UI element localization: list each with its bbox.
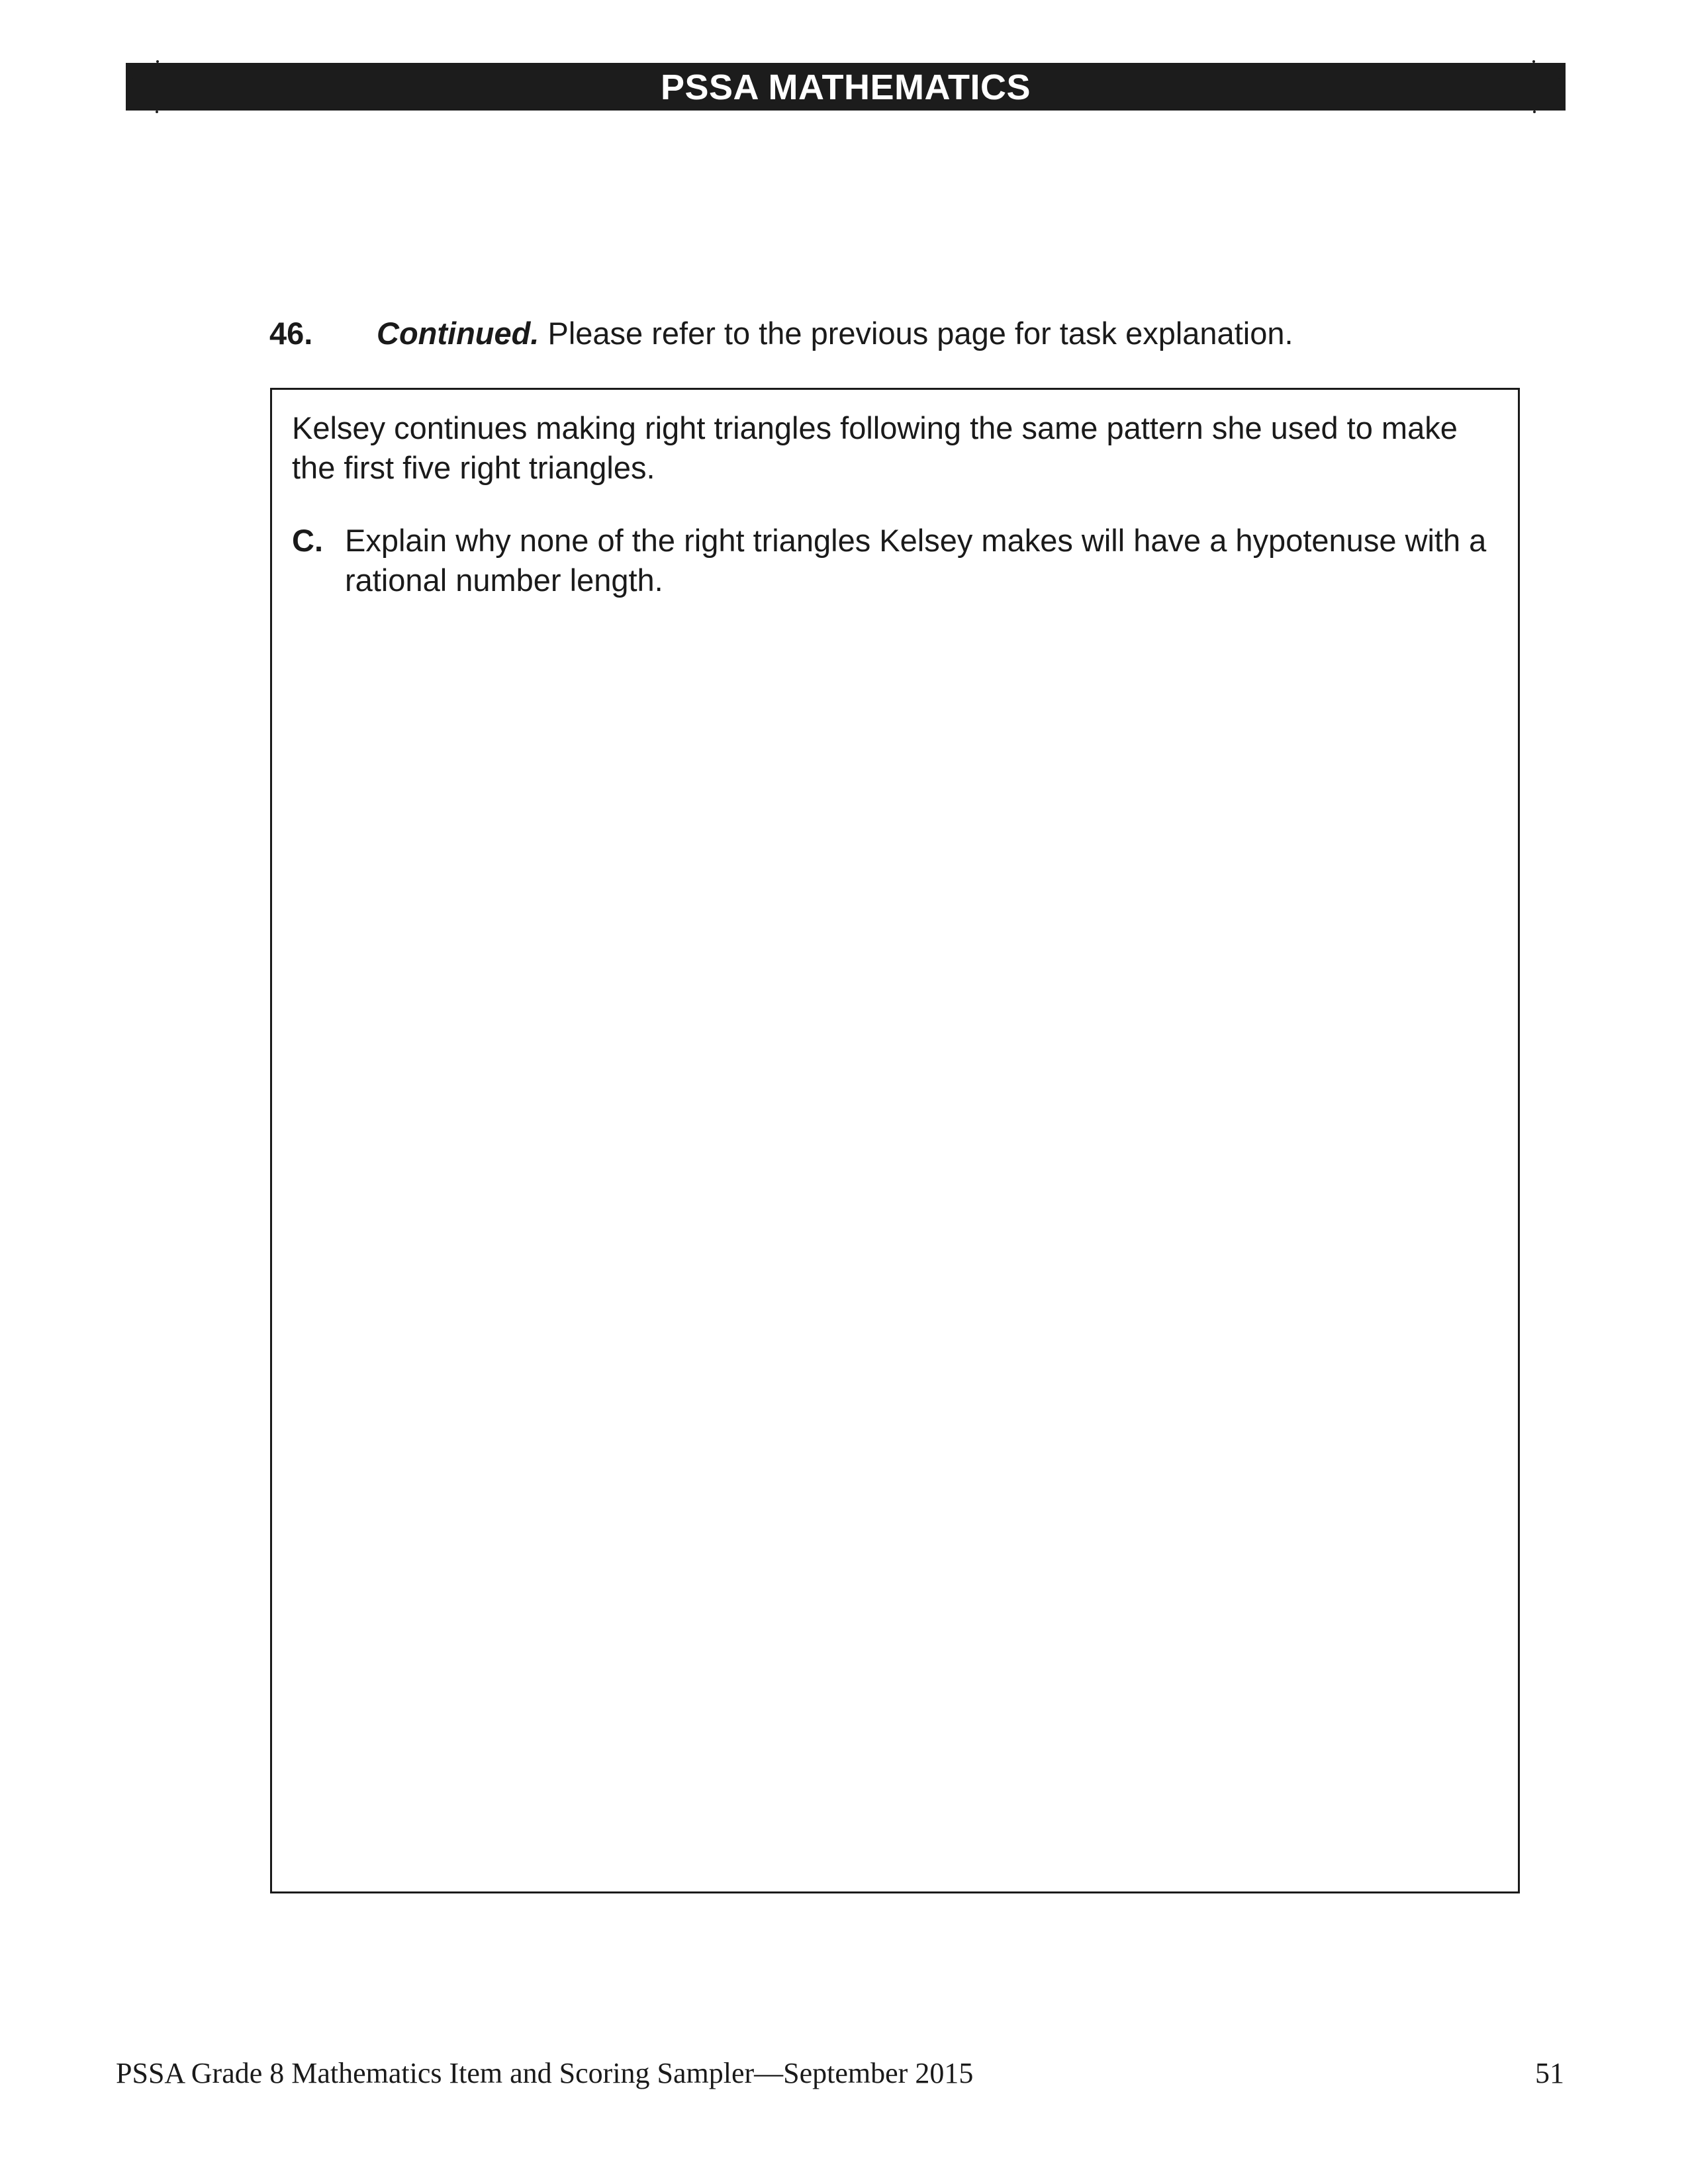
page-number: 51	[1535, 2057, 1564, 2089]
question-number: 46.	[269, 316, 313, 351]
header-banner	[126, 63, 1566, 111]
header-title: PSSA MATHEMATICS	[661, 68, 1031, 107]
continued-label: Continued.	[377, 316, 539, 351]
footer-publication: PSSA Grade 8 Mathematics Item and Scoring Sampler—September 2015	[116, 2057, 974, 2089]
question-instruction: Please refer to the previous page for task explanation.	[539, 316, 1293, 351]
question-heading	[269, 314, 1293, 353]
task-box	[270, 388, 1520, 1893]
task-intro: Kelsey continues making right triangles following the same pattern she used to make the first five right triangles.	[292, 410, 1458, 485]
task-part-c	[292, 521, 1503, 600]
part-text: Explain why none of the right triangles Kelsey makes will have a hypotenuse with a rational number length.	[345, 523, 1487, 598]
part-letter: C.	[292, 523, 323, 558]
